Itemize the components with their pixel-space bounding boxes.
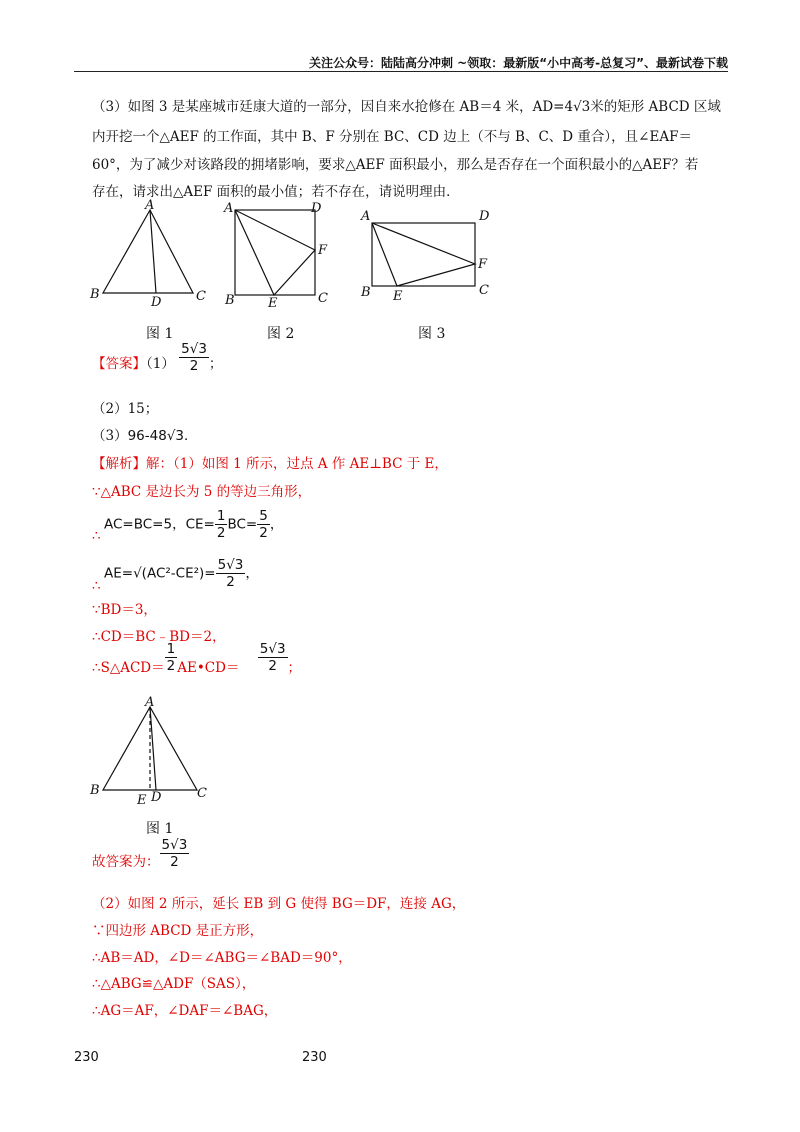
figure-2-caption: 图 2 bbox=[267, 326, 295, 342]
figure-1-caption: 图 1 bbox=[146, 326, 174, 342]
fig3-label-d: D bbox=[479, 209, 490, 224]
answer-3-suffix: ． bbox=[184, 428, 198, 444]
analysis-7-mid: AE•CD＝ bbox=[177, 660, 240, 676]
fig2-label-a: A bbox=[224, 201, 234, 216]
analysis-3-suffix: ， bbox=[269, 516, 284, 533]
analysis-7-suffix: ； bbox=[287, 660, 302, 676]
fraction-area: $\frac{5√3}{2}$ bbox=[259, 641, 286, 674]
fig4-label-c: C bbox=[197, 786, 207, 801]
geometry-figures bbox=[85, 198, 505, 313]
problem-line-4: 存在，请求出△AEF 面积的最小值；若不存在，请说明理由． bbox=[92, 184, 460, 200]
fig2-label-d: D bbox=[311, 201, 322, 216]
analysis-text-1: 解：（1）如图 1 所示，过点 A 作 AE⊥BC 于 E， bbox=[146, 456, 448, 472]
analysis-line-8 bbox=[92, 837, 189, 870]
analysis-line-2: ∵△ABC 是边长为 5 的等边三角形， bbox=[92, 484, 312, 500]
answer-1-prefix: （1） bbox=[146, 356, 175, 372]
answer-line-1 bbox=[92, 341, 223, 374]
fraction-final: $\frac{5√3}{2}$ bbox=[161, 837, 188, 870]
fig4-label-a: A bbox=[145, 695, 155, 710]
analysis-line-13: ∴AG＝AF，∠DAF＝∠BAG， bbox=[92, 1003, 278, 1019]
analysis-line-10: ∵四边形 ABCD 是正方形， bbox=[92, 923, 264, 939]
fig3-label-a: A bbox=[361, 209, 371, 224]
analysis-4-suffix: ， bbox=[245, 565, 259, 582]
answer-line-2: （2）15； bbox=[92, 401, 159, 417]
figure-2-square bbox=[223, 201, 328, 311]
analysis-line-11: ∴AB＝AD，∠D＝∠ABG＝∠BAD＝90°， bbox=[92, 950, 352, 966]
fig1-label-d: D bbox=[151, 295, 162, 310]
figure-3-caption: 图 3 bbox=[418, 326, 446, 342]
analysis-7-prefix: ∴S△ACD＝ bbox=[92, 660, 165, 676]
fig1-label-c: C bbox=[196, 289, 206, 304]
fig1-label-a: A bbox=[145, 198, 155, 213]
therefore-symbol-2: ∴ bbox=[92, 578, 101, 594]
problem-line-1: （3）如图 3 是某座城市廷康大道的一部分，因自来水抢修在 AB＝4 米，AD=4√3米的矩形 ABCD 区域 bbox=[92, 99, 721, 115]
analysis-line-7 bbox=[92, 641, 302, 676]
fig3-label-f: F bbox=[478, 257, 488, 272]
fig2-label-c: C bbox=[318, 291, 328, 306]
problem-line-2: 内开挖一个△AEF 的工作面，其中 B、F 分别在 BC、CD 边上（不与 B、C、D 重合），且∠EAF＝ bbox=[92, 129, 692, 145]
page-number-left: 230 bbox=[74, 1050, 99, 1065]
analysis-tag: 【解析】 bbox=[92, 456, 146, 472]
analysis-line-9: （2）如图 2 所示，延长 EB 到 G 使得 BG＝DF，连接 AG， bbox=[92, 896, 466, 912]
analysis-line-12: ∴△ABG≌△ADF（SAS）， bbox=[92, 976, 256, 992]
analysis-line-4 bbox=[104, 557, 259, 590]
analysis-3-mid: BC= bbox=[227, 516, 258, 533]
fig2-label-b: B bbox=[225, 293, 235, 308]
fig4-label-d: D bbox=[151, 790, 162, 805]
answer-tag: 【答案】 bbox=[92, 356, 146, 372]
therefore-symbol-1: ∴ bbox=[92, 528, 101, 544]
analysis-line-5: ∵BD＝3， bbox=[92, 602, 157, 618]
answer-1-fraction: $\frac{5√3}{2}$ bbox=[181, 341, 207, 374]
answer-1-suffix: ； bbox=[208, 356, 223, 372]
figure-1-triangle bbox=[89, 198, 206, 310]
fraction-ae: $\frac{5√3}{2}$ bbox=[217, 557, 244, 590]
answer-3-prefix: （3） bbox=[92, 428, 128, 444]
analysis-line-3 bbox=[104, 508, 283, 541]
fig2-label-e: E bbox=[268, 296, 278, 311]
analysis-line-6: ∴CD＝BC﹣BD＝2， bbox=[92, 629, 226, 645]
fig3-label-b: B bbox=[361, 285, 371, 300]
analysis-4-prefix: AE=√(AC²-CE²)= bbox=[104, 565, 216, 582]
fig4-label-b: B bbox=[90, 783, 100, 798]
fig4-label-e: E bbox=[137, 793, 147, 808]
answer-line-3 bbox=[92, 424, 198, 444]
page-header: 关注公众号：陆陆高分冲刺 ~领取：最新版“小中高考-总复习”、最新试卷下载 bbox=[309, 56, 728, 70]
analysis-figure-1-caption: 图 1 bbox=[146, 821, 174, 837]
analysis-line-1 bbox=[92, 452, 448, 472]
page-number-center: 230 bbox=[302, 1050, 327, 1065]
fig3-label-c: C bbox=[479, 283, 489, 298]
fraction-half: $\frac{1}{2}$ bbox=[216, 508, 226, 541]
fraction-five-halves: $\frac{5}{2}$ bbox=[259, 508, 268, 541]
fraction-half-area: $\frac{1}{2}$ bbox=[166, 641, 176, 674]
fig3-label-e: E bbox=[393, 289, 403, 304]
answer-3-value: 96-48√3 bbox=[127, 428, 185, 444]
analysis-3-prefix: AC=BC=5，CE= bbox=[104, 516, 215, 533]
analysis-figure-1 bbox=[85, 695, 215, 810]
analysis-8-prefix: 故答案为： bbox=[92, 854, 160, 870]
fig1-label-b: B bbox=[90, 287, 100, 302]
header-divider bbox=[74, 71, 728, 72]
figure-3-rectangle bbox=[360, 209, 490, 304]
problem-line-3: 60°，为了减少对该路段的拥堵影响，要求△AEF 面积最小，那么是否存在一个面积最小的△AEF？若 bbox=[92, 157, 699, 173]
fig2-label-f: F bbox=[318, 243, 328, 258]
